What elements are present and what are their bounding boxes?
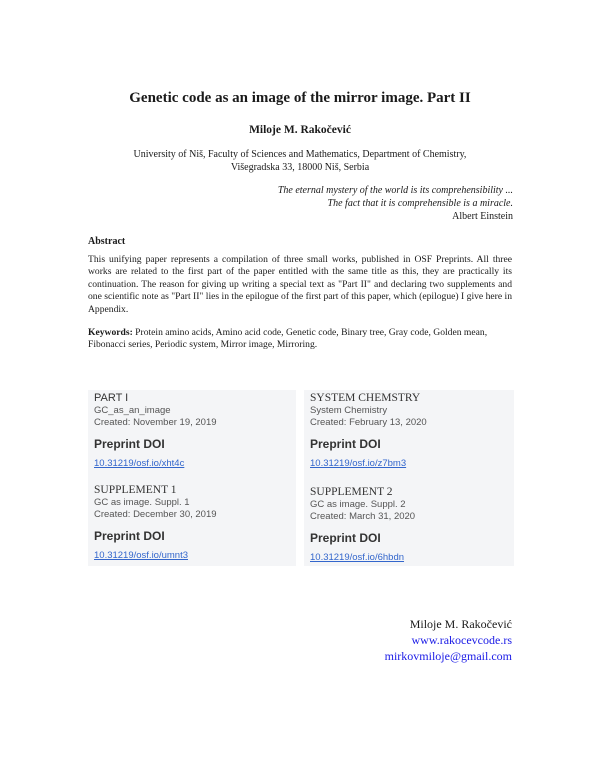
paper-title: Genetic code as an image of the mirror image. Part II [129, 90, 471, 106]
affiliation-line-1: University of Niš, Faculty of Sciences and Mathematics, Department of Chemistry, [133, 149, 467, 160]
preprint-heading: SUPPLEMENT 2 [310, 486, 393, 498]
preprint-created: Created: November 19, 2019 [94, 417, 217, 428]
epigraph-line-1: The eternal mystery of the world is its comprehensibility ... [277, 185, 513, 196]
preprint-heading: PART I [94, 392, 129, 404]
contact-email-link[interactable]: mirkovmiloje@gmail.com [384, 649, 512, 663]
preprint-created: Created: March 31, 2020 [310, 511, 416, 522]
abstract-heading: Abstract [88, 236, 126, 247]
contact-website-link[interactable]: www.rakocevcode.rs [411, 633, 512, 647]
preprint-name: GC as image. Suppl. 1 [94, 497, 190, 508]
preprint-doi-label: Preprint DOI [94, 529, 165, 543]
keywords [88, 327, 512, 352]
preprint-card-system-chemistry [310, 392, 520, 471]
epigraph-line-2: The fact that it is comprehensible is a miracle. [327, 198, 513, 209]
preprint-name: GC_as_an_image [94, 405, 171, 416]
affiliation-line-2: Višegradska 33, 18000 Niš, Serbia [230, 162, 370, 173]
affiliation [90, 148, 510, 174]
preprint-card-supplement-1 [94, 484, 304, 563]
preprint-created: Created: February 13, 2020 [310, 417, 427, 428]
keywords-label: Keywords: [88, 327, 133, 338]
preprint-doi-link[interactable]: 10.31219/osf.io/6hbdn [310, 552, 405, 563]
preprint-heading: SYSTEM CHEMSTRY [310, 392, 421, 404]
preprint-doi-label: Preprint DOI [310, 437, 381, 451]
keywords-text: Protein amino acids, Amino acid code, Genetic code, Binary tree, Gray code, Golden mean, Fibonacci series, Periodic system, Mirror image, Mirroring. [88, 327, 488, 351]
abstract-text: This unifying paper represents a compilation of three small works, published in OSF Preprints. All three works are related to the first part of the paper entitled with the same title as this, they are practically its continuation. The reason for giving up writing a special text as "Part II" and declaring two supplements and one scientific note as "Part II" lies in the epilogue of the first part of this paper, which (epilogue) I give here in Appendix. [88, 254, 512, 315]
author-name: Miloje M. Rakočević [249, 124, 351, 136]
preprint-card-part-1 [94, 392, 304, 471]
epigraph-attribution: Albert Einstein [452, 211, 513, 222]
preprint-created: Created: December 30, 2019 [94, 509, 217, 520]
epigraph [278, 184, 513, 223]
preprint-doi-label: Preprint DOI [94, 437, 165, 451]
preprint-doi-link[interactable]: 10.31219/osf.io/umnt3 [94, 550, 189, 561]
preprint-name: GC as image. Suppl. 2 [310, 499, 406, 510]
contact-block [385, 616, 512, 664]
contact-name: Miloje M. Rakočević [409, 617, 512, 631]
preprint-name: System Chemistry [310, 405, 388, 416]
preprint-doi-link[interactable]: 10.31219/osf.io/z7bm3 [310, 458, 407, 469]
preprint-heading: SUPPLEMENT 1 [94, 484, 177, 496]
preprint-doi-link[interactable]: 10.31219/osf.io/xht4c [94, 458, 185, 469]
preprint-card-supplement-2 [310, 486, 520, 565]
preprint-doi-label: Preprint DOI [310, 531, 381, 545]
